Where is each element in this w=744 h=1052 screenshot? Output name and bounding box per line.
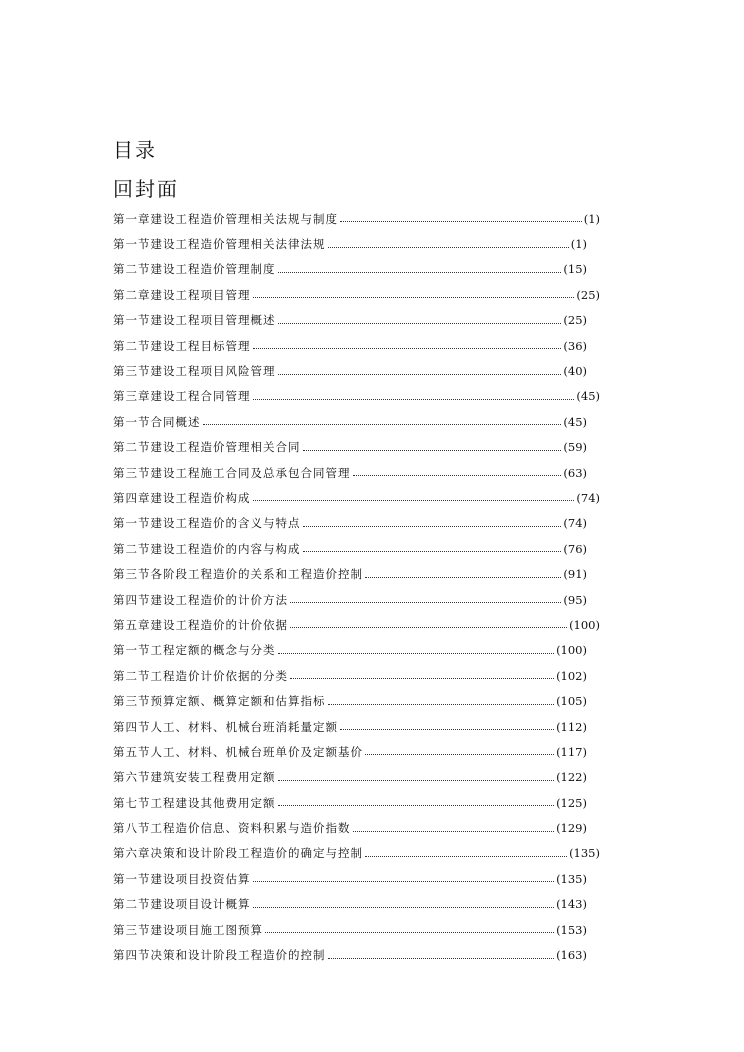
toc-leader-dots — [265, 932, 554, 933]
toc-entry-title: 第二节建设工程造价的内容与构成 — [113, 541, 301, 556]
toc-entry-page: (74) — [576, 490, 600, 505]
toc-entry[interactable] — [113, 917, 600, 942]
toc-leader-dots — [253, 907, 555, 908]
table-of-contents — [113, 206, 600, 968]
toc-entry-page: (45) — [576, 389, 600, 404]
toc-leader-dots — [353, 831, 555, 832]
toc-leader-dots — [353, 475, 562, 476]
toc-entry[interactable] — [113, 358, 600, 383]
toc-entry-title: 第二节建设工程造价管理制度 — [113, 262, 276, 277]
toc-leader-dots — [278, 272, 562, 273]
toc-leader-dots — [340, 729, 554, 730]
toc-entry[interactable] — [113, 333, 600, 358]
toc-entry-title: 第四章建设工程造价构成 — [113, 490, 251, 505]
toc-entry[interactable] — [113, 638, 600, 663]
toc-entry-title: 第三节建设工程项目风险管理 — [113, 364, 276, 379]
toc-entry-page: (1) — [570, 237, 587, 252]
toc-entry[interactable] — [113, 765, 600, 790]
toc-entry[interactable] — [113, 790, 600, 815]
toc-entry-title: 第四节建设工程造价的计价方法 — [113, 592, 288, 607]
toc-entry-page: (25) — [576, 287, 600, 302]
toc-leader-dots — [365, 856, 567, 857]
toc-leader-dots — [290, 627, 567, 628]
toc-entry-page: (45) — [563, 414, 587, 429]
toc-entry-title: 第二节建设项目设计概算 — [113, 897, 251, 912]
toc-entry[interactable] — [113, 206, 600, 231]
toc-leader-dots — [278, 805, 555, 806]
toc-entry[interactable] — [113, 714, 600, 739]
toc-entry[interactable] — [113, 739, 600, 764]
toc-entry-page: (15) — [563, 262, 587, 277]
toc-entry[interactable] — [113, 460, 600, 485]
toc-entry[interactable] — [113, 612, 600, 637]
toc-leader-dots — [303, 450, 562, 451]
toc-entry[interactable] — [113, 511, 600, 536]
toc-leader-dots — [340, 221, 582, 222]
toc-entry-title: 第六节建筑安装工程费用定额 — [113, 770, 276, 785]
toc-entry-title: 第一节合同概述 — [113, 414, 201, 429]
toc-leader-dots — [290, 602, 561, 603]
toc-entry-title: 第三节各阶段工程造价的关系和工程造价控制 — [113, 567, 363, 582]
toc-entry[interactable] — [113, 841, 600, 866]
toc-entry[interactable] — [113, 308, 600, 333]
toc-entry-page: (36) — [563, 338, 587, 353]
toc-entry-page: (100) — [556, 643, 587, 658]
toc-entry-page: (63) — [563, 465, 587, 480]
toc-entry-title: 第一节建设工程项目管理概述 — [113, 313, 276, 328]
toc-entry[interactable] — [113, 409, 600, 434]
toc-entry-title: 第八节工程造价信息、资料积累与造价指数 — [113, 821, 351, 836]
toc-leader-dots — [303, 551, 562, 552]
toc-entry-title: 第三章建设工程合同管理 — [113, 389, 251, 404]
toc-entry[interactable] — [113, 384, 600, 409]
toc-entry-title: 第一节建设工程造价的含义与特点 — [113, 516, 301, 531]
toc-leader-dots — [290, 678, 554, 679]
toc-entry[interactable] — [113, 866, 600, 891]
toc-entry[interactable] — [113, 485, 600, 510]
toc-leader-dots — [253, 297, 575, 298]
toc-entry-page: (122) — [556, 770, 587, 785]
toc-entry-page: (135) — [556, 871, 587, 886]
toc-entry-title: 第一章建设工程造价管理相关法规与制度 — [113, 211, 338, 226]
toc-entry-page: (135) — [569, 846, 600, 861]
toc-entry-page: (40) — [563, 364, 587, 379]
toc-entry-title: 第一节建设项目投资估算 — [113, 871, 251, 886]
toc-leader-dots — [203, 424, 562, 425]
toc-entry-page: (129) — [556, 821, 587, 836]
toc-entry[interactable] — [113, 231, 600, 256]
toc-entry[interactable] — [113, 892, 600, 917]
toc-entry-page: (95) — [563, 592, 587, 607]
toc-entry-page: (125) — [556, 795, 587, 810]
toc-leader-dots — [278, 653, 555, 654]
toc-entry-page: (25) — [563, 313, 587, 328]
toc-entry-page: (105) — [556, 694, 587, 709]
toc-entry-title: 第二节建设工程目标管理 — [113, 338, 251, 353]
toc-entry-page: (143) — [556, 897, 587, 912]
toc-entry-page: (59) — [563, 440, 587, 455]
toc-entry-title: 第六章决策和设计阶段工程造价的确定与控制 — [113, 846, 363, 861]
toc-leader-dots — [253, 399, 575, 400]
toc-leader-dots — [278, 374, 562, 375]
toc-heading: 目录 — [113, 138, 157, 162]
toc-entry-title: 第三节建设项目施工图预算 — [113, 922, 263, 937]
toc-entry-title: 第二节工程造价计价依据的分类 — [113, 668, 288, 683]
toc-entry-title: 第二节建设工程造价管理相关合同 — [113, 440, 301, 455]
toc-entry-page: (163) — [556, 948, 587, 963]
toc-entry[interactable] — [113, 435, 600, 460]
toc-entry-title: 第四节决策和设计阶段工程造价的控制 — [113, 948, 326, 963]
toc-entry-page: (102) — [556, 668, 587, 683]
toc-leader-dots — [303, 526, 562, 527]
toc-entry-title: 第四节人工、材料、机械台班消耗量定额 — [113, 719, 338, 734]
toc-entry-page: (91) — [563, 567, 587, 582]
toc-entry[interactable] — [113, 815, 600, 840]
toc-entry[interactable] — [113, 257, 600, 282]
toc-entry-page: (100) — [569, 617, 600, 632]
toc-entry-title: 第五节人工、材料、机械台班单价及定额基价 — [113, 744, 363, 759]
toc-leader-dots — [365, 577, 561, 578]
toc-entry-title: 第七节工程建设其他费用定额 — [113, 795, 276, 810]
toc-leader-dots — [278, 323, 562, 324]
toc-entry[interactable] — [113, 587, 600, 612]
toc-entry-page: (76) — [563, 541, 587, 556]
toc-entry-title: 第三节预算定额、概算定额和估算指标 — [113, 694, 326, 709]
toc-leader-dots — [328, 958, 555, 959]
toc-entry-page: (74) — [563, 516, 587, 531]
toc-leader-dots — [278, 780, 555, 781]
toc-entry-title: 第三节建设工程施工合同及总承包合同管理 — [113, 465, 351, 480]
toc-entry-page: (112) — [556, 719, 587, 734]
toc-entry[interactable] — [113, 688, 600, 713]
toc-entry[interactable] — [113, 282, 600, 307]
toc-entry-title: 第一节工程定额的概念与分类 — [113, 643, 276, 658]
back-to-cover-link[interactable]: 回封面 — [113, 177, 179, 201]
toc-entry[interactable] — [113, 561, 600, 586]
toc-leader-dots — [253, 500, 575, 501]
toc-leader-dots — [328, 247, 569, 248]
toc-entry-page: (1) — [583, 211, 600, 226]
toc-leader-dots — [365, 754, 554, 755]
toc-entry-page: (153) — [556, 922, 587, 937]
toc-leader-dots — [253, 881, 555, 882]
toc-entry[interactable] — [113, 536, 600, 561]
toc-entry[interactable] — [113, 942, 600, 967]
toc-entry-title: 第一节建设工程造价管理相关法律法规 — [113, 237, 326, 252]
toc-entry-title: 第二章建设工程项目管理 — [113, 287, 251, 302]
toc-entry[interactable] — [113, 663, 600, 688]
toc-leader-dots — [328, 704, 555, 705]
toc-leader-dots — [253, 348, 562, 349]
toc-entry-page: (117) — [556, 744, 587, 759]
toc-entry-title: 第五章建设工程造价的计价依据 — [113, 617, 288, 632]
